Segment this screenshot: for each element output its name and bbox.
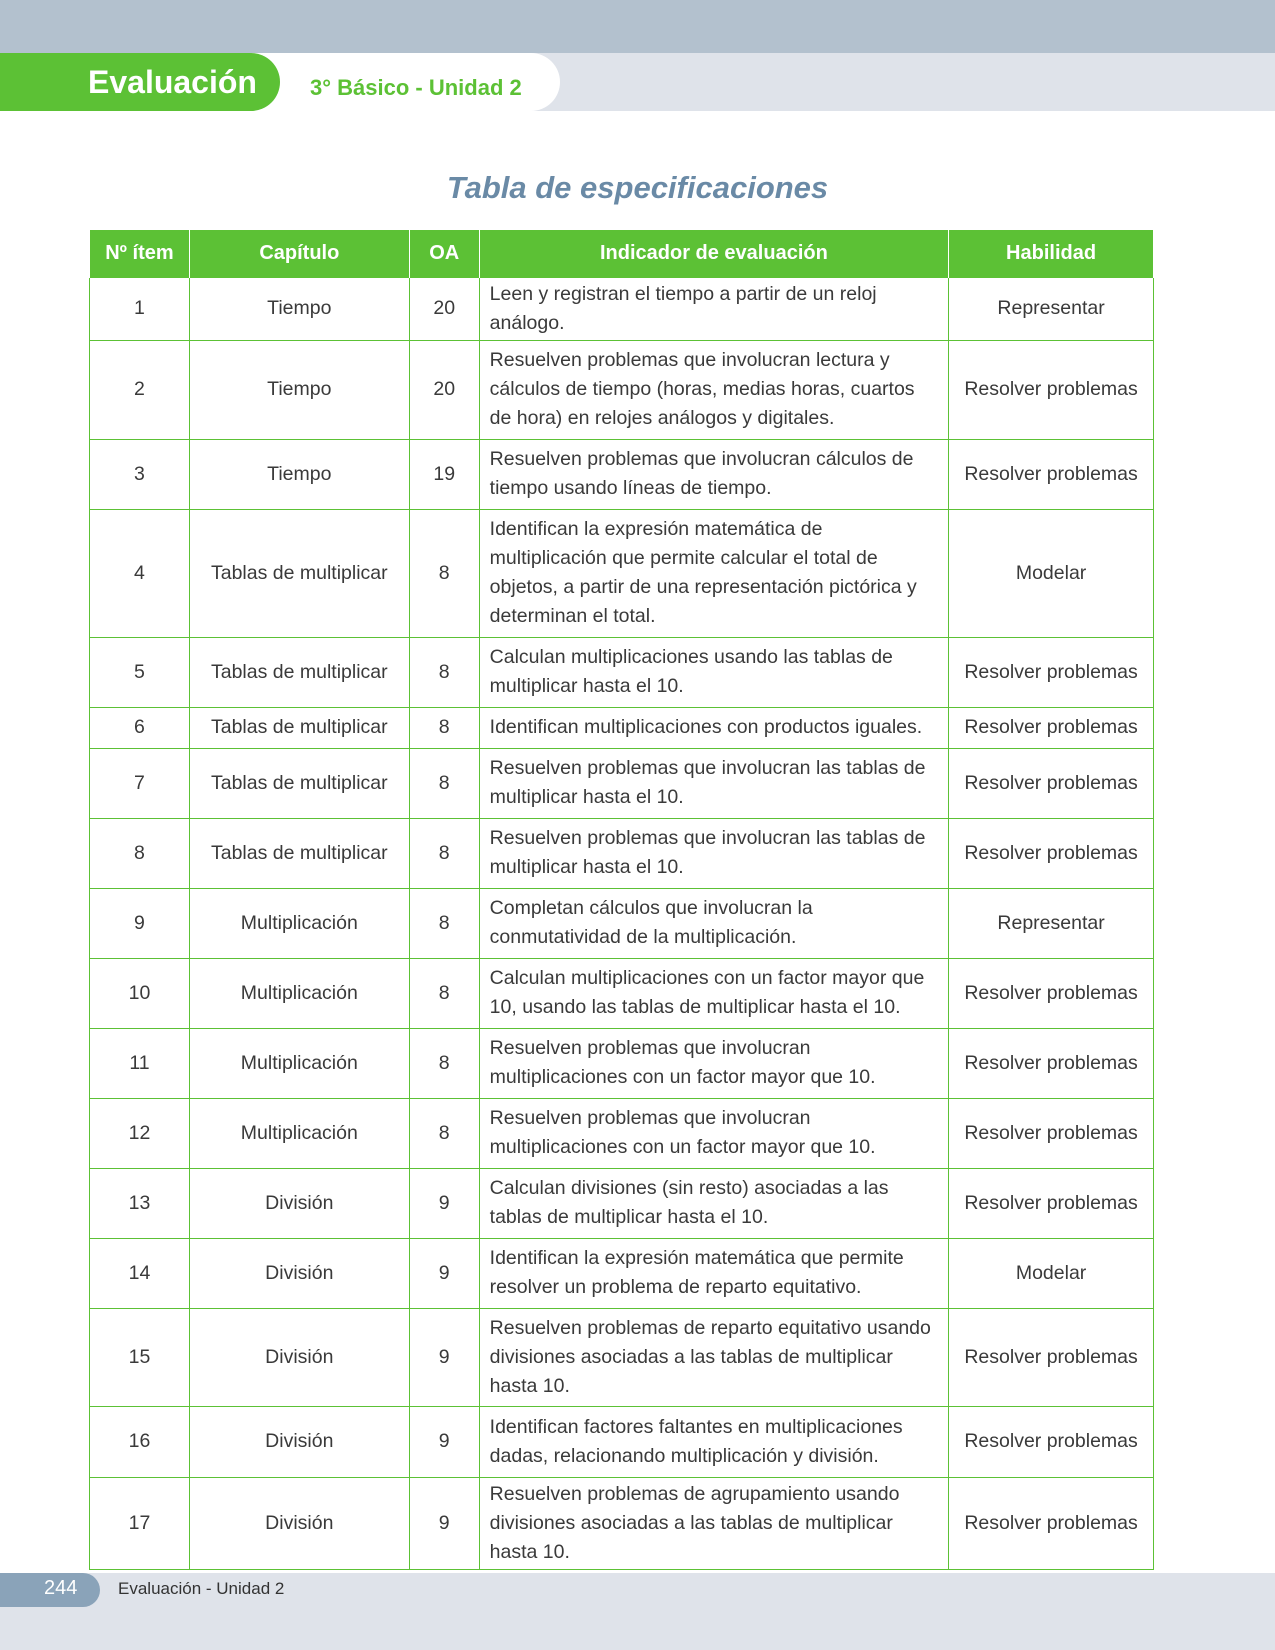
item-number-cell: 3: [90, 439, 190, 509]
oa-cell: 8: [409, 958, 479, 1028]
chapter-cell: Multiplicación: [189, 888, 409, 958]
chapter-cell: Tablas de multiplicar: [189, 637, 409, 707]
skill-cell: Resolver problemas: [949, 707, 1154, 748]
item-number-cell: 11: [90, 1028, 190, 1098]
skill-cell: Resolver problemas: [949, 439, 1154, 509]
footer-text: Evaluación - Unidad 2: [118, 1579, 285, 1598]
skill-cell: Resolver problemas: [949, 637, 1154, 707]
skill-cell: Resolver problemas: [949, 1406, 1154, 1477]
oa-cell: 8: [409, 748, 479, 818]
table-row: [90, 439, 1154, 509]
table-row: [90, 1406, 1154, 1477]
indicator-cell: Identifican la expresión matemática que permite resolver un problema de reparto equitativo.: [479, 1238, 948, 1308]
oa-cell: 8: [409, 509, 479, 637]
unit-subtitle: 3° Básico - Unidad 2: [310, 75, 522, 100]
indicator-cell: Resuelven problemas que involucran lectura y cálculos de tiempo (horas, medias horas, cuartos de hora) en relojes análogos y digitales.: [479, 340, 948, 439]
item-number-cell: 15: [90, 1308, 190, 1406]
chapter-cell: División: [189, 1406, 409, 1477]
indicator-cell: Identifican multiplicaciones con productos iguales.: [479, 707, 948, 748]
skill-cell: Representar: [949, 888, 1154, 958]
table-row: [90, 637, 1154, 707]
top-bar: [0, 0, 1275, 53]
table-row: [90, 748, 1154, 818]
indicator-cell: Resuelven problemas que involucran las tablas de multiplicar hasta el 10.: [479, 818, 948, 888]
indicator-cell: Completan cálculos que involucran la conmutatividad de la multiplicación.: [479, 888, 948, 958]
table-row: [90, 818, 1154, 888]
chapter-cell: División: [189, 1238, 409, 1308]
chapter-cell: Tiempo: [189, 277, 409, 340]
item-number-cell: 12: [90, 1098, 190, 1168]
item-number-cell: 13: [90, 1168, 190, 1238]
chapter-cell: Multiplicación: [189, 1028, 409, 1098]
skill-cell: Modelar: [949, 1238, 1154, 1308]
table-row: [90, 1477, 1154, 1569]
oa-cell: 8: [409, 707, 479, 748]
table-row: [90, 1168, 1154, 1238]
indicator-cell: Calculan multiplicaciones usando las tablas de multiplicar hasta el 10.: [479, 637, 948, 707]
skill-cell: Resolver problemas: [949, 1098, 1154, 1168]
skill-cell: Resolver problemas: [949, 1477, 1154, 1569]
page-number: 244: [0, 1573, 100, 1607]
indicator-cell: Resuelven problemas de reparto equitativo usando divisiones asociadas a las tablas de multiplicar hasta 10.: [479, 1308, 948, 1406]
item-number-cell: 6: [90, 707, 190, 748]
skill-cell: Resolver problemas: [949, 1168, 1154, 1238]
chapter-cell: Tablas de multiplicar: [189, 818, 409, 888]
item-number-cell: 4: [90, 509, 190, 637]
oa-cell: 8: [409, 888, 479, 958]
item-number-cell: 2: [90, 340, 190, 439]
oa-cell: 9: [409, 1406, 479, 1477]
chapter-cell: División: [189, 1308, 409, 1406]
item-number-cell: 10: [90, 958, 190, 1028]
skill-cell: Representar: [949, 277, 1154, 340]
indicator-cell: Identifican la expresión matemática de multiplicación que permite calcular el total de objetos, a partir de una representación pictórica y determinan el total.: [479, 509, 948, 637]
oa-cell: 9: [409, 1238, 479, 1308]
table-row: [90, 277, 1154, 340]
specifications-table: [89, 230, 1154, 1570]
skill-cell: Resolver problemas: [949, 1308, 1154, 1406]
indicator-cell: Resuelven problemas que involucran las tablas de multiplicar hasta el 10.: [479, 748, 948, 818]
oa-cell: 20: [409, 277, 479, 340]
item-number-cell: 1: [90, 277, 190, 340]
indicator-cell: Identifican factores faltantes en multiplicaciones dadas, relacionando multiplicación y división.: [479, 1406, 948, 1477]
chapter-cell: Tablas de multiplicar: [189, 707, 409, 748]
column-header: Nº ítem: [90, 230, 190, 277]
chapter-cell: División: [189, 1168, 409, 1238]
oa-cell: 9: [409, 1477, 479, 1569]
indicator-cell: Leen y registran el tiempo a partir de un reloj análogo.: [479, 277, 948, 340]
section-label: Evaluación: [0, 53, 280, 111]
item-number-cell: 16: [90, 1406, 190, 1477]
column-header: Habilidad: [949, 230, 1154, 277]
oa-cell: 8: [409, 637, 479, 707]
oa-cell: 8: [409, 818, 479, 888]
item-number-cell: 5: [90, 637, 190, 707]
column-header: Indicador de evaluación: [479, 230, 948, 277]
chapter-cell: Tiempo: [189, 340, 409, 439]
page-title: Tabla de especificaciones: [446, 170, 829, 205]
indicator-cell: Calculan divisiones (sin resto) asociadas a las tablas de multiplicar hasta el 10.: [479, 1168, 948, 1238]
table-row: [90, 1028, 1154, 1098]
chapter-cell: Multiplicación: [189, 958, 409, 1028]
table-row: [90, 1308, 1154, 1406]
skill-cell: Resolver problemas: [949, 958, 1154, 1028]
table-row: [90, 1238, 1154, 1308]
indicator-cell: Resuelven problemas que involucran cálculos de tiempo usando líneas de tiempo.: [479, 439, 948, 509]
skill-cell: Resolver problemas: [949, 748, 1154, 818]
table-header-row: [90, 230, 1154, 277]
oa-cell: 20: [409, 340, 479, 439]
table-row: [90, 707, 1154, 748]
skill-cell: Resolver problemas: [949, 340, 1154, 439]
table-row: [90, 958, 1154, 1028]
skill-cell: Resolver problemas: [949, 1028, 1154, 1098]
oa-cell: 9: [409, 1168, 479, 1238]
chapter-cell: Multiplicación: [189, 1098, 409, 1168]
table-row: [90, 1098, 1154, 1168]
chapter-cell: Tablas de multiplicar: [189, 509, 409, 637]
item-number-cell: 9: [90, 888, 190, 958]
indicator-cell: Calculan multiplicaciones con un factor mayor que 10, usando las tablas de multiplicar hasta el 10.: [479, 958, 948, 1028]
indicator-cell: Resuelven problemas que involucran multiplicaciones con un factor mayor que 10.: [479, 1098, 948, 1168]
table-row: [90, 509, 1154, 637]
skill-cell: Resolver problemas: [949, 818, 1154, 888]
chapter-cell: Tiempo: [189, 439, 409, 509]
oa-cell: 19: [409, 439, 479, 509]
column-header: OA: [409, 230, 479, 277]
skill-cell: Modelar: [949, 509, 1154, 637]
column-header: Capítulo: [189, 230, 409, 277]
item-number-cell: 8: [90, 818, 190, 888]
item-number-cell: 7: [90, 748, 190, 818]
chapter-cell: Tablas de multiplicar: [189, 748, 409, 818]
oa-cell: 8: [409, 1028, 479, 1098]
table-row: [90, 888, 1154, 958]
oa-cell: 8: [409, 1098, 479, 1168]
oa-cell: 9: [409, 1308, 479, 1406]
item-number-cell: 14: [90, 1238, 190, 1308]
item-number-cell: 17: [90, 1477, 190, 1569]
table-row: [90, 340, 1154, 439]
indicator-cell: Resuelven problemas que involucran multiplicaciones con un factor mayor que 10.: [479, 1028, 948, 1098]
indicator-cell: Resuelven problemas de agrupamiento usando divisiones asociadas a las tablas de multiplicar hasta 10.: [479, 1477, 948, 1569]
chapter-cell: División: [189, 1477, 409, 1569]
